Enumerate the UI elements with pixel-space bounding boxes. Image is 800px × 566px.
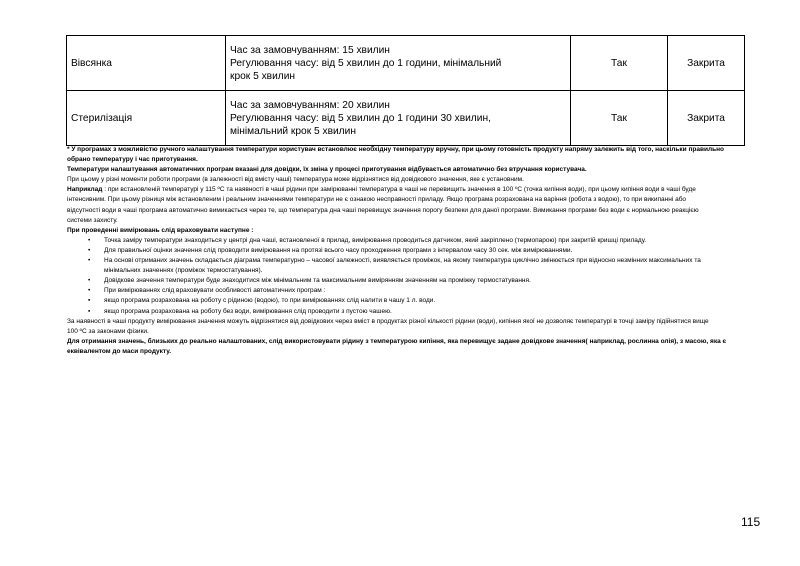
example-label: Наприклад bbox=[67, 186, 103, 194]
bullet-icon: • bbox=[88, 246, 91, 254]
list-item-text: При вимірюваннях слід враховувати особливості автоматичних програм : bbox=[104, 287, 326, 295]
note-product-liquid-cont: 100 ºC за законами фізики. bbox=[67, 327, 149, 335]
description-line: Регулювання часу: від 5 хвилин до 1 години 30 хвилин, bbox=[230, 112, 491, 124]
note-manual-temperature-cont: обрано температуру і час приготування. bbox=[67, 156, 198, 164]
list-item-text: Довідкове значення температури буде знаходитися між мінімальним та максимальним вимірянням значенням на проміжку термостатування. bbox=[104, 277, 531, 285]
programs-table bbox=[66, 35, 745, 146]
list-item-text: Точка заміру температури знаходиться у центрі дна чаші, встановленої в прилад, вимірювання проводиться датчиком, який закріплено (термопарою) при закритій кришці приладу. bbox=[104, 236, 647, 244]
manual-setting-cell: Так bbox=[571, 91, 668, 146]
list-item bbox=[67, 307, 747, 317]
lid-state-cell: Закрита bbox=[668, 91, 745, 146]
note-manual-temperature: * У програмах з можливістю ручного налаштування температури користувач встановлює необхідну температуру вручну, при цьому готовність продукту напряму залежить від того, наскільки правильно bbox=[67, 146, 725, 153]
note-calibration-cont: еквівалентом до маси продукту. bbox=[67, 347, 172, 355]
description-line: мінімальний крок 5 хвилин bbox=[230, 125, 356, 137]
program-name: Стерилізація bbox=[67, 91, 226, 146]
measurements-heading: При проведенні вимірювань слід враховувати наступне : bbox=[67, 226, 254, 234]
list-item-text: На основі отриманих значень складається діаграма температурно – часової залежності, виявляється проміжок, на якому температура циклічно змінюється при відносно незмінних максимальних та bbox=[104, 257, 701, 265]
list-item-continuation bbox=[67, 266, 747, 276]
bullet-icon: • bbox=[88, 277, 91, 285]
list-item bbox=[67, 256, 747, 266]
list-item bbox=[67, 246, 747, 256]
lid-state-cell: Закрита bbox=[668, 36, 745, 91]
list-item bbox=[67, 236, 747, 246]
note-calibration: Для отримання значень, близьких до реально налаштованих, слід використовувати рідину з температурою кипіння, яка перевищує задане довідкове значення( наприклад, рослинна олія), з масою, яка є bbox=[67, 337, 727, 345]
square-bullet-icon: ▪ bbox=[88, 307, 91, 315]
bullet-icon: • bbox=[88, 236, 91, 244]
note-example-cont: системи захисту. bbox=[67, 216, 118, 224]
list-item bbox=[67, 296, 747, 306]
program-name: Вівсянка bbox=[67, 36, 226, 91]
manual-setting-cell: Так bbox=[571, 36, 668, 91]
list-item bbox=[67, 276, 747, 286]
note-example-cont: інтенсивним. При цьому різниця між встановленим і реальним значеннями температури не є ознакою несправності приладу. Якщо програма розрахована на варіння (робота з водою), то при википанні або bbox=[67, 196, 687, 204]
note-auto-programs: Температури налаштування автоматичних програм вказані для довідки, їх зміна у процесі приготування відбувається автоматично без втручання користувача. bbox=[67, 166, 587, 174]
bullet-icon: • bbox=[88, 257, 91, 265]
list-item-text: якщо програма розрахована на роботу с рідиною (водою), то при вимірюваннях слід налити в чашу 1 л. води. bbox=[104, 297, 436, 305]
description-line: крок 5 хвилин bbox=[230, 70, 296, 82]
measurement-list bbox=[67, 236, 747, 317]
notes-section bbox=[67, 145, 747, 357]
list-item-text: мінімальних значеннях (проміжок термостатування). bbox=[104, 267, 263, 275]
note-example bbox=[67, 185, 747, 195]
square-bullet-icon: ▪ bbox=[88, 297, 91, 305]
note-example-cont: відсутності води в чаші програма автоматично вимикається через те, що температура дна чаші перевищує значення порогу безпеки для даної програми. Вимикання програми без води є нормальною реакцією bbox=[67, 206, 699, 214]
description-line: Регулювання часу: від 5 хвилин до 1 години, мінімальний bbox=[230, 57, 502, 69]
example-text: : при встановленій температурі у 115 ºC та наявності в чаші рідини при замірюванні температура в чаші не перевищить значення в 100 ºC (точка кипіння води), при цьому кипіння води в чаші буде bbox=[102, 186, 696, 194]
table-row bbox=[67, 91, 745, 146]
description-line: Час за замовчуванням: 15 хвилин bbox=[230, 44, 390, 56]
note-product-liquid: За наявності в чаші продукту вимірювання значення можуть відрізнятися від довідкових через вміст в продуктах різної кількості рідини (води), кипіння якої не дозволяє температурі в точці заміру підійнятися вище bbox=[67, 317, 709, 325]
table-row bbox=[67, 36, 745, 91]
list-item-text: Для правильної оцінки значення слід проводити вимірювання на протязі всього часу проходження програми з інтервалом часу 30 сек. між вимірюваннями. bbox=[104, 246, 573, 254]
bullet-icon: • bbox=[88, 287, 91, 295]
description-line: Час за замовчуванням: 20 хвилин bbox=[230, 99, 390, 111]
page-number: 115 bbox=[741, 515, 761, 529]
program-description bbox=[226, 91, 571, 146]
program-description bbox=[226, 36, 571, 91]
note-temperature-variation: При цьому у різні моменти роботи програми (в залежності від вмісту чаші) температура може відрізнятися від довідкового значення, яке є установним. bbox=[67, 176, 524, 184]
list-item bbox=[67, 286, 747, 296]
list-item-text: якщо програма розрахована на роботу без води, вимірювання слід проводити з пустою чашею. bbox=[104, 307, 392, 315]
